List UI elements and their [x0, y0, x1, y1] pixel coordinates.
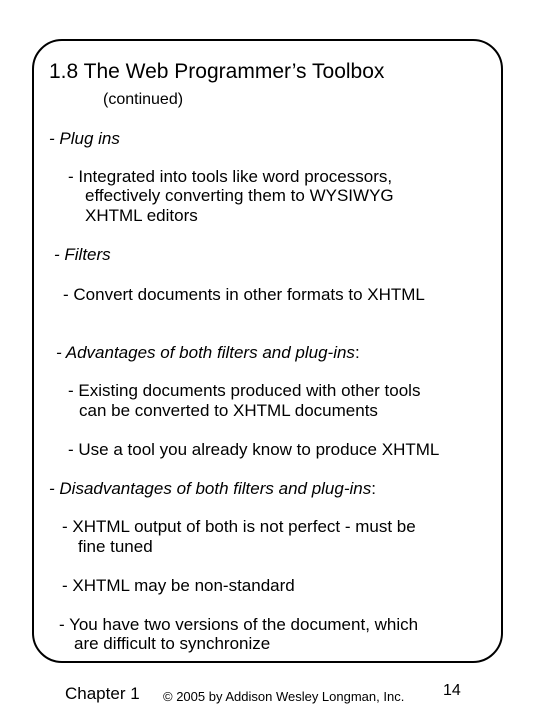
advantage-1-line-2: can be converted to XHTML documents — [79, 401, 378, 420]
disadvantage-3-line-1: - You have two versions of the document, which — [59, 615, 419, 634]
advantage-2-line-1: - Use a tool you already know to produce XHTML — [68, 440, 440, 459]
plugins-text-line-3: XHTML editors — [85, 206, 198, 225]
footer-page-number: 14 — [443, 682, 461, 699]
slide-subtitle: (continued) — [103, 91, 184, 108]
slide-title: 1.8 The Web Programmer’s Toolbox — [49, 60, 385, 83]
filters-text-line-1: - Convert documents in other formats to XHTML — [63, 285, 425, 304]
advantages-heading-text: - Advantages of both filters and plug-ins — [56, 343, 355, 362]
footer-chapter: Chapter 1 — [65, 684, 140, 703]
disadvantage-1-line-2: fine tuned — [78, 537, 153, 556]
footer-copyright: © 2005 by Addison Wesley Longman, Inc. — [163, 689, 405, 704]
disadvantage-1-line-1: - XHTML output of both is not perfect - must be — [62, 517, 416, 536]
disadvantage-3-line-2: are difficult to synchronize — [74, 634, 271, 653]
advantages-heading-colon: : — [354, 343, 360, 362]
disadvantages-heading — [49, 479, 376, 499]
plugins-text-line-1: - Integrated into tools like word processors, — [68, 167, 393, 186]
plugins-text-line-2: effectively converting them to WYSIWYG — [85, 186, 394, 205]
advantage-1-line-1: - Existing documents produced with other tools — [68, 381, 421, 400]
filters-heading: - Filters — [54, 245, 111, 264]
plugins-heading: - Plug ins — [49, 129, 120, 148]
advantages-heading — [56, 343, 360, 363]
disadvantages-heading-colon: : — [371, 479, 376, 498]
disadvantages-heading-text: - Disadvantages of both filters and plug-ins — [49, 479, 372, 498]
disadvantage-2-line-1: - XHTML may be non-standard — [62, 576, 295, 595]
